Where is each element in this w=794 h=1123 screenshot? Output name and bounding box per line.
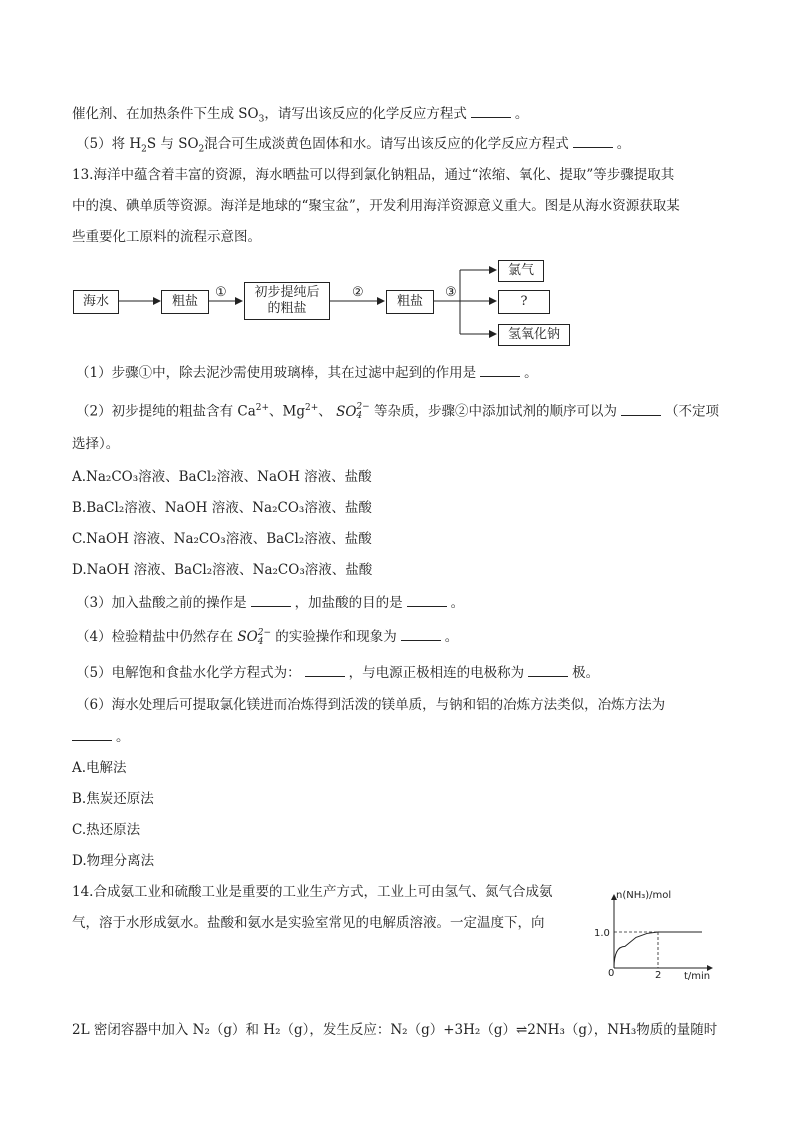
step-3-label: ③	[445, 285, 457, 300]
question-13-stem-2: 中的溴、碘单质等资源。海洋是地球的“聚宝盆”，开发利用海洋资源意义重大。图是从海水资源获取某	[72, 198, 680, 214]
flow-box-unknown: ?	[498, 290, 550, 314]
question-13-2-cont: 选择）。	[72, 436, 120, 452]
method-b: B.焦炭还原法	[72, 791, 154, 807]
question-14-stem-1: 14.合成氨工业和硫酸工业是重要的工业生产方式，工业上可由氢气、氮气合成氨	[72, 884, 553, 900]
method-a: A.电解法	[72, 760, 127, 776]
flow-box-crude-salt-2: 粗盐	[386, 290, 434, 314]
question-13-stem-1: 13.海洋中蕴含着丰富的资源，海水晒盐可以得到氯化钠粗品，通过“浓缩、氧化、提取”等步骤提取其	[72, 167, 675, 183]
chart-x-tick: 2	[655, 970, 662, 981]
chart-ylabel: n(NH₃)/mol	[616, 890, 672, 901]
question-13-4: （4）检验精盐中仍然存在 SO 2− 4 的实验操作和现象为 。	[76, 627, 459, 647]
option-d: D.NaOH 溶液、BaCl₂溶液、Na₂CO₃溶液、盐酸	[72, 562, 373, 578]
option-b: B.BaCl₂溶液、NaOH 溶液、Na₂CO₃溶液、盐酸	[72, 500, 372, 516]
chart-origin: 0	[608, 968, 615, 979]
question-13-6-cont: 。	[72, 727, 130, 747]
flow-box-prepurified-salt: 初步提纯后的粗盐	[244, 282, 330, 320]
flow-box-chlorine: 氯气	[498, 260, 544, 282]
question-13-1: （1）步骤①中，除去泥沙需使用玻璃棒，其在过滤中起到的作用是 。	[76, 365, 538, 381]
question-14-stem-3: 2L 密闭容器中加入 N₂（g）和 H₂（g），发生反应：N₂（g）+3H₂（g）⇌2NH₃（g），NH₃物质的量随时	[72, 1022, 718, 1038]
method-c: C.热还原法	[72, 822, 141, 838]
question-13-2: （2）初步提纯的粗盐含有 $Ca^{2+}$、$Mg^{2+}$、 SO 2− 4 等杂质，步骤②中添加试剂的顺序可以为 （不定项	[76, 402, 719, 421]
flow-box-seawater: 海水	[73, 290, 119, 314]
sulfate-ion: SO 2− 4	[336, 402, 370, 421]
question-14-stem-2: 气，溶于水形成氨水。盐酸和氨水是实验室常见的电解质溶液。一定温度下，向	[72, 915, 545, 931]
method-d: D.物理分离法	[72, 853, 155, 869]
chart-xlabel: t/min	[684, 971, 711, 982]
chart-y-tick: 1.0	[594, 928, 610, 939]
option-c: C.NaOH 溶液、Na₂CO₃溶液、BaCl₂溶液、盐酸	[72, 531, 372, 547]
step-1-label: ①	[215, 285, 227, 300]
question-13-6: （6）海水处理后可提取氯化镁进而冶炼得到活泼的镁单质，与钠和铝的冶炼方法类似，冶炼方法为	[76, 697, 666, 713]
sulfate-ion: SO 2− 4	[237, 627, 271, 647]
question-13-3: （3）加入盐酸之前的操作是 ，加盐酸的目的是 。	[76, 595, 465, 611]
flow-box-crude-salt: 粗盐	[161, 290, 209, 314]
option-a: A.Na₂CO₃溶液、BaCl₂溶液、NaOH 溶液、盐酸	[72, 469, 372, 485]
question-12-5: （5）将 $H_2S$ 与 $SO_2$混合可生成淡黄色固体和水。请写出该反应的化学反应方程式 。	[76, 136, 631, 155]
text-line-1: 催化剂、在加热条件下生成 $SO_3$，请写出该反应的化学反应方程式 。	[72, 106, 529, 125]
question-13-stem-3: 些重要化工原料的流程示意图。	[72, 229, 261, 245]
question-13-5: （5）电解饱和食盐水化学方程式为： ，与电源正极相连的电极称为 极。	[76, 665, 600, 681]
flow-box-sodium-hydroxide: 氢氧化钠	[498, 324, 570, 346]
step-2-label: ②	[352, 285, 364, 300]
